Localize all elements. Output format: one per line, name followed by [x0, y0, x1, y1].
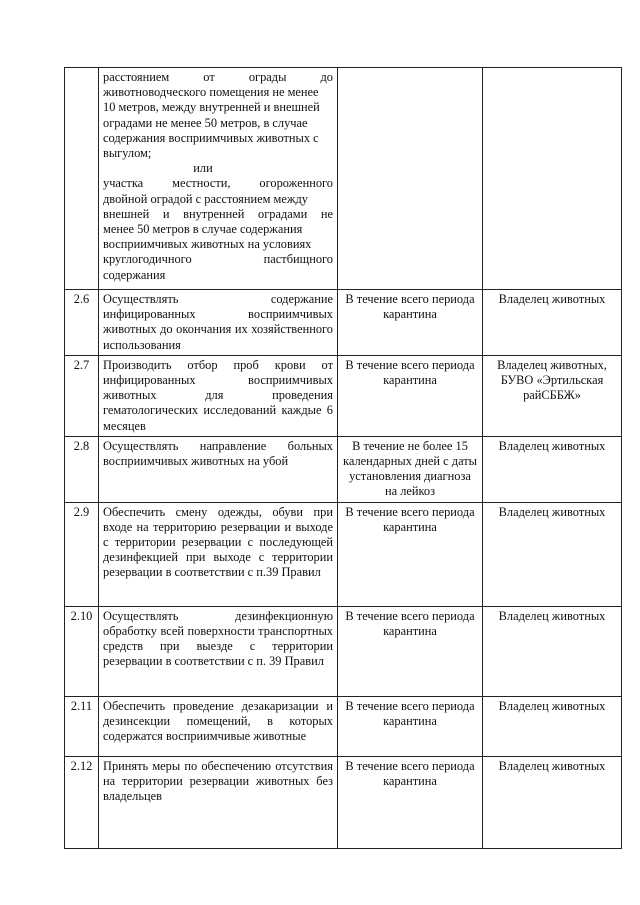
table-row [65, 606, 622, 696]
term-text: В течение всего периода карантина [338, 355, 483, 436]
action-text: Осуществлять направление больных восприимчивых животных на убой [99, 436, 338, 502]
action-line: двойной оградой с расстоянием между [103, 191, 308, 206]
action-line: животноводческого помещения не менее [103, 85, 319, 100]
row-number: 2.9 [65, 502, 99, 606]
action-line: содержания восприимчивых животных с [103, 130, 319, 145]
row-number: 2.8 [65, 436, 99, 502]
table-row [65, 355, 622, 436]
responsible-text: Владелец животных [483, 502, 622, 606]
table-row [65, 756, 622, 848]
action-text: Производить отбор проб крови от инфицированных восприимчивых животных для проведения гематологических исследований каждые 6 месяцев [99, 355, 338, 436]
term-text: В течение всего периода карантина [338, 756, 483, 848]
action-text: Обеспечить смену одежды, обуви при входе на территорию резервации и выходе с территории резервации с последующей дезинфекцией при выходе с территории резервации в соответствии с п.39 Правил [99, 502, 338, 606]
measures-table [64, 67, 622, 849]
action-text: Осуществлять дезинфекционную обработку всей поверхности транспортных средств при выезде с территории резервации в соответствии с п. 39 Правил [99, 606, 338, 696]
term-cell [338, 68, 483, 290]
table-row-continuation [65, 68, 622, 290]
responsible-text: Владелец животных, БУВО «Эртильская райСББЖ» [483, 355, 622, 436]
row-number: 2.10 [65, 606, 99, 696]
term-text: В течение всего периода карантина [338, 290, 483, 356]
term-text: В течение всего периода карантина [338, 606, 483, 696]
term-text: В течение не более 15 календарных дней с даты установления диагноза на лейкоз [338, 436, 483, 502]
action-line: участка местности, огороженного [103, 176, 333, 191]
action-text: Осуществлять содержание инфицированных восприимчивых животных до окончания их хозяйственного использования [99, 290, 338, 356]
action-text: Принять меры по обеспечению отсутствия на территории резервации животных без владельцев [99, 756, 338, 848]
action-line: оградами не менее 50 метров, в случае [103, 115, 308, 130]
action-line: расстоянием от ограды до [103, 70, 333, 84]
action-line: или [193, 161, 213, 176]
table-row [65, 696, 622, 756]
table-row [65, 502, 622, 606]
responsible-cell [483, 68, 622, 290]
action-text: Обеспечить проведение дезакаризации и дезинсекции помещений, в которых содержатся восприимчивые животные [99, 696, 338, 756]
term-text: В течение всего периода карантина [338, 696, 483, 756]
action-line: содержания [103, 267, 166, 282]
action-line: внешней и внутренней оградами не [103, 206, 333, 221]
action-line: 10 метров, между внутренней и внешней [103, 100, 320, 115]
row-number: 2.12 [65, 756, 99, 848]
action-cell [99, 68, 338, 290]
responsible-text: Владелец животных [483, 756, 622, 848]
term-text: В течение всего периода карантина [338, 502, 483, 606]
responsible-text: Владелец животных [483, 290, 622, 356]
action-line: менее 50 метров в случае содержания [103, 222, 303, 237]
row-number: 2.7 [65, 355, 99, 436]
responsible-text: Владелец животных [483, 606, 622, 696]
action-line: восприимчивых животных на условиях [103, 237, 312, 252]
row-number: 2.6 [65, 290, 99, 356]
responsible-text: Владелец животных [483, 436, 622, 502]
table-row [65, 290, 622, 356]
table-row [65, 436, 622, 502]
number-cell [65, 68, 99, 290]
row-number: 2.11 [65, 696, 99, 756]
responsible-text: Владелец животных [483, 696, 622, 756]
action-line: выгулом; [103, 146, 152, 161]
action-line: круглогодичного пастбищного [103, 252, 333, 267]
